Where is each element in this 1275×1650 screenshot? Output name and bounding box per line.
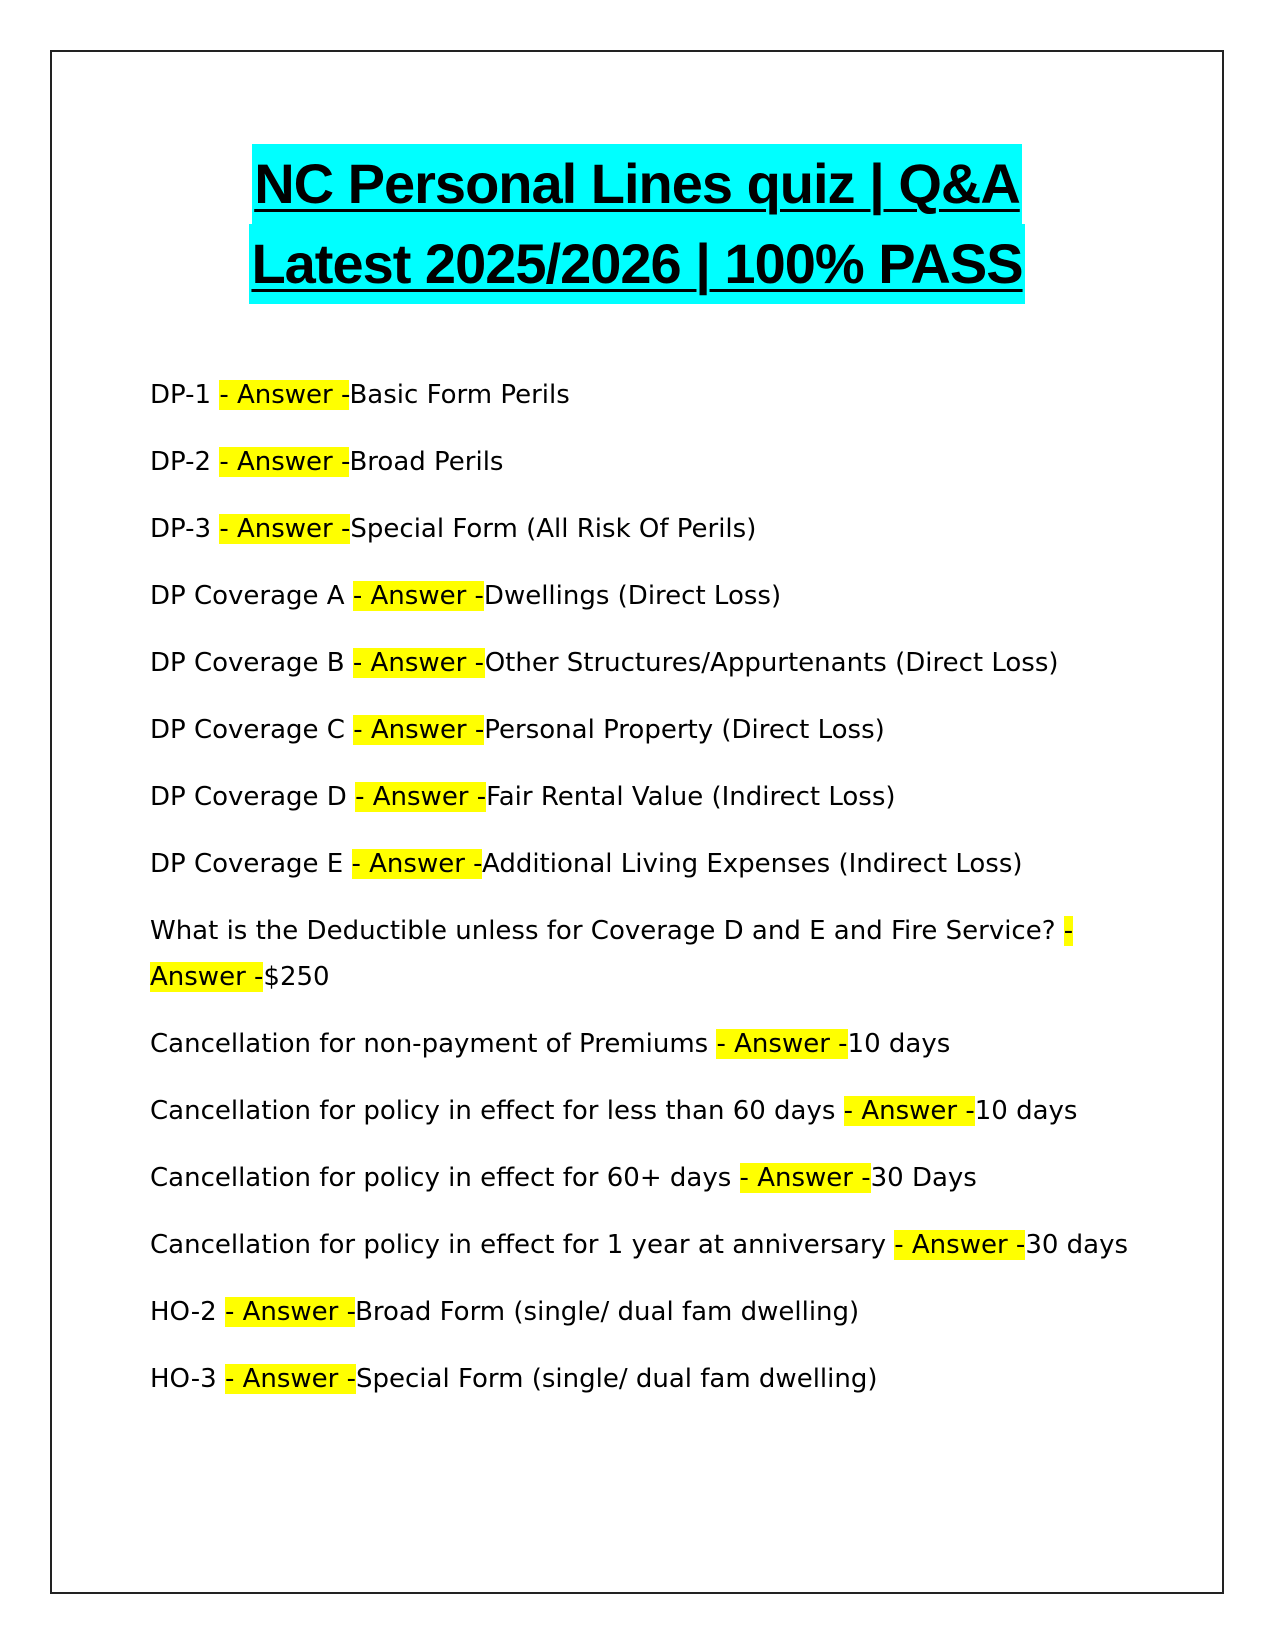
title-line-1: NC Personal Lines quiz | Q&A bbox=[252, 144, 1022, 224]
title-line-2: Latest 2025/2026 | 100% PASS bbox=[249, 224, 1024, 304]
question-text: Cancellation for policy in effect for 60+ days bbox=[150, 1163, 740, 1193]
qa-item bbox=[150, 774, 1150, 820]
qa-item bbox=[150, 908, 1150, 1000]
question-text: DP Coverage B bbox=[150, 648, 353, 678]
answer-marker: - Answer - bbox=[353, 715, 485, 745]
qa-item bbox=[150, 1356, 1150, 1402]
qa-item bbox=[150, 707, 1150, 753]
question-text: What is the Deductible unless for Coverage D and E and Fire Service? bbox=[150, 916, 1064, 946]
answer-marker: - Answer - bbox=[352, 581, 484, 611]
answer-marker: - Answer - bbox=[843, 1096, 975, 1126]
qa-item bbox=[150, 372, 1150, 418]
qa-item bbox=[150, 573, 1150, 619]
answer-marker: - Answer - bbox=[219, 380, 350, 410]
answer-text: 30 days bbox=[1025, 1230, 1129, 1260]
question-text: DP Coverage A bbox=[150, 581, 353, 611]
answer-text: Broad Perils bbox=[349, 447, 504, 477]
document-page bbox=[50, 50, 1224, 1594]
question-text: HO-2 bbox=[150, 1297, 225, 1327]
question-text: Cancellation for policy in effect for less than 60 days bbox=[150, 1096, 844, 1126]
answer-text: 10 days bbox=[974, 1096, 1078, 1126]
answer-marker: - Answer - bbox=[219, 447, 350, 477]
answer-marker: - Answer - bbox=[355, 782, 487, 812]
answer-marker: - Answer - bbox=[716, 1029, 848, 1059]
answer-marker: - Answer - bbox=[224, 1297, 356, 1327]
question-text: DP Coverage E bbox=[150, 849, 352, 879]
answer-marker: - Answer - bbox=[351, 849, 482, 879]
qa-item bbox=[150, 1222, 1150, 1268]
answer-text: Special Form (All Risk Of Perils) bbox=[350, 514, 757, 544]
answer-text: Dwellings (Direct Loss) bbox=[483, 581, 782, 611]
answer-marker: - Answer - bbox=[219, 514, 351, 544]
qa-item bbox=[150, 1289, 1150, 1335]
qa-item bbox=[150, 640, 1150, 686]
answer-text: 10 days bbox=[847, 1029, 951, 1059]
qa-item bbox=[150, 439, 1150, 485]
qa-item bbox=[150, 841, 1150, 887]
qa-item bbox=[150, 1021, 1150, 1067]
question-text: DP-1 bbox=[150, 380, 220, 410]
answer-text: $250 bbox=[263, 962, 330, 992]
answer-text: Fair Rental Value (Indirect Loss) bbox=[486, 782, 896, 812]
answer-marker: - Answer - bbox=[739, 1163, 871, 1193]
question-text: Cancellation for non-payment of Premiums bbox=[150, 1029, 717, 1059]
answer-text: Other Structures/Appurtenants (Direct Loss) bbox=[484, 648, 1059, 678]
qa-item bbox=[150, 1155, 1150, 1201]
answer-text: Basic Form Perils bbox=[349, 380, 570, 410]
answer-text: Additional Living Expenses (Indirect Loss) bbox=[481, 849, 1023, 879]
qa-item bbox=[150, 506, 1150, 552]
answer-marker: - Answer - bbox=[224, 1364, 356, 1394]
answer-marker: - Answer - bbox=[150, 916, 1074, 992]
answer-text: Broad Form (single/ dual fam dwelling) bbox=[355, 1297, 860, 1327]
question-text: DP-2 bbox=[150, 447, 220, 477]
question-text: DP Coverage C bbox=[150, 715, 354, 745]
question-text: Cancellation for policy in effect for 1 year at anniversary bbox=[150, 1230, 895, 1260]
question-text: HO-3 bbox=[150, 1364, 225, 1394]
document-title bbox=[52, 144, 1222, 304]
answer-marker: - Answer - bbox=[894, 1230, 1026, 1260]
answer-text: Special Form (single/ dual fam dwelling) bbox=[356, 1364, 878, 1394]
question-text: DP-3 bbox=[150, 514, 220, 544]
answer-text: Personal Property (Direct Loss) bbox=[484, 715, 885, 745]
answer-text: 30 Days bbox=[870, 1163, 977, 1193]
answer-marker: - Answer - bbox=[352, 648, 485, 678]
question-text: DP Coverage D bbox=[150, 782, 356, 812]
qa-list bbox=[150, 372, 1150, 1423]
qa-item bbox=[150, 1088, 1150, 1134]
